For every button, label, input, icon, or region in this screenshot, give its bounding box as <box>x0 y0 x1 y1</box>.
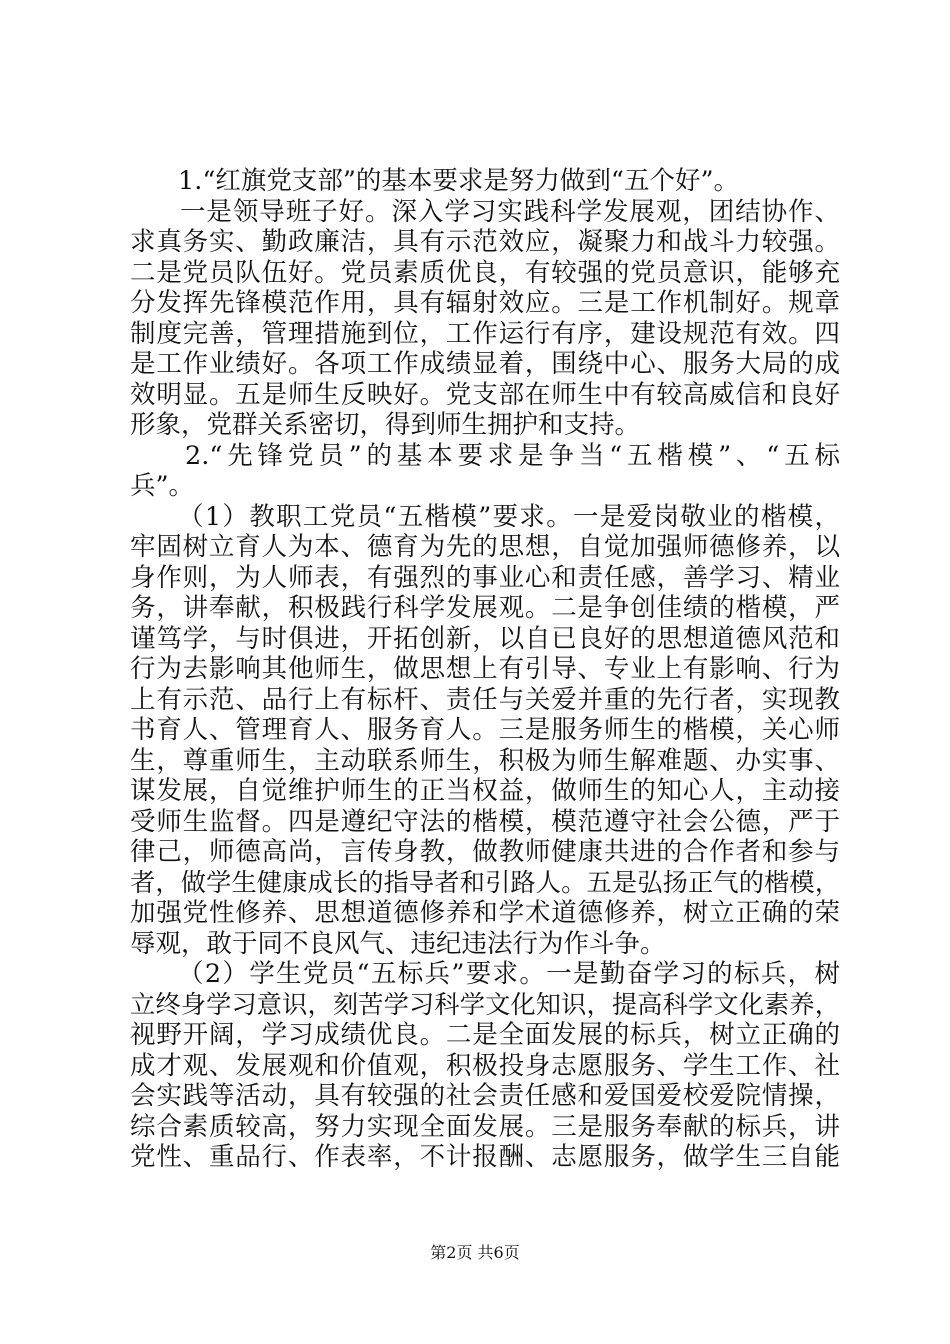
text-line: 立终身学习意识，刻苦学习科学文化知识，提高科学文化素养， <box>130 989 840 1019</box>
text-line: 身作则，为人师表，有强烈的事业心和责任感，善学习、精业 <box>130 562 840 593</box>
text-line: 制度完善，管理措施到位，工作运行有序，建设规范有效。四 <box>130 318 840 349</box>
text-line: 求真务实、勤政廉洁，具有示范效应，凝聚力和战斗力较强。 <box>130 227 840 257</box>
text-line: 者，做学生健康成长的指导者和引路人。五是弘扬正气的楷模， <box>130 867 840 897</box>
text-line: 受师生监督。四是遵纪守法的楷模，模范遵守社会公德，严于 <box>130 806 840 837</box>
text-line: 行为去影响其他师生，做思想上有引导、专业上有影响、行为 <box>130 654 840 684</box>
text-line: 效明显。五是师生反映好。党支部在师生中有较高威信和良好 <box>130 379 840 410</box>
text-line: 视野开阔，学习成绩优良。二是全面发展的标兵，树立正确的 <box>130 1020 840 1050</box>
text-line: 2.“先锋党员”的基本要求是争当“五楷模”、“五标 <box>185 440 840 471</box>
text-line: 加强党性修养、思想道德修养和学术道德修养，树立正确的荣 <box>130 898 840 928</box>
text-line: 1.“红旗党支部”的基本要求是努力做到“五个好”。 <box>178 166 739 196</box>
text-line: 律己，师德高尚，言传身教，做教师健康共进的合作者和参与 <box>130 837 840 867</box>
text-line: 生，尊重师生，主动联系师生，积极为师生解难题、办实事、 <box>130 745 840 776</box>
text-line: 形象，党群关系密切，得到师生拥护和支持。 <box>130 410 641 440</box>
text-line: 综合素质较高，努力实现全面发展。三是服务奉献的标兵，讲 <box>130 1111 840 1142</box>
text-line: 兵”。 <box>130 471 195 501</box>
text-line: 谋发展，自觉维护师生的正当权益，做师生的知心人，主动接 <box>130 776 840 806</box>
text-line: （1）教职工党员“五楷模”要求。一是爱岗敬业的楷模， <box>178 501 840 532</box>
page-footer: 第2页 共6页 <box>430 1243 520 1262</box>
document-body <box>130 166 840 1173</box>
text-line: 牢固树立育人为本、德育为先的思想，自觉加强师德修养，以 <box>130 532 840 562</box>
text-line: 辱观，敢于同不良风气、违纪违法行为作斗争。 <box>130 928 666 959</box>
text-line: 分发挥先锋模范作用，具有辐射效应。三是工作机制好。规章 <box>130 288 840 318</box>
text-line: 上有示范、品行上有标杆、责任与关爱并重的先行者，实现教 <box>130 684 840 715</box>
text-line: 务，讲奉献，积极践行科学发展观。二是争创佳绩的楷模，严 <box>130 593 840 623</box>
text-line: 一是领导班子好。深入学习实践科学发展观，团结协作、 <box>180 196 840 227</box>
text-line: 二是党员队伍好。党员素质优良，有较强的党员意识，能够充 <box>130 257 840 288</box>
text-line: 成才观、发展观和价值观，积极投身志愿服务、学生工作、社 <box>130 1050 840 1081</box>
text-line: （2）学生党员“五标兵”要求。一是勤奋学习的标兵，树 <box>178 959 840 989</box>
text-line: 书育人、管理育人、服务育人。三是服务师生的楷模，关心师 <box>130 715 840 745</box>
text-line: 党性、重品行、作表率，不计报酬、志愿服务，做学生三自能 <box>130 1142 840 1172</box>
text-line: 谨笃学，与时俱进，开拓创新，以自已良好的思想道德风范和 <box>130 623 840 654</box>
text-line: 会实践等活动，具有较强的社会责任感和爱国爱校爱院情操， <box>130 1081 840 1111</box>
text-line: 是工作业绩好。各项工作成绩显着，围绕中心、服务大局的成 <box>130 349 840 379</box>
